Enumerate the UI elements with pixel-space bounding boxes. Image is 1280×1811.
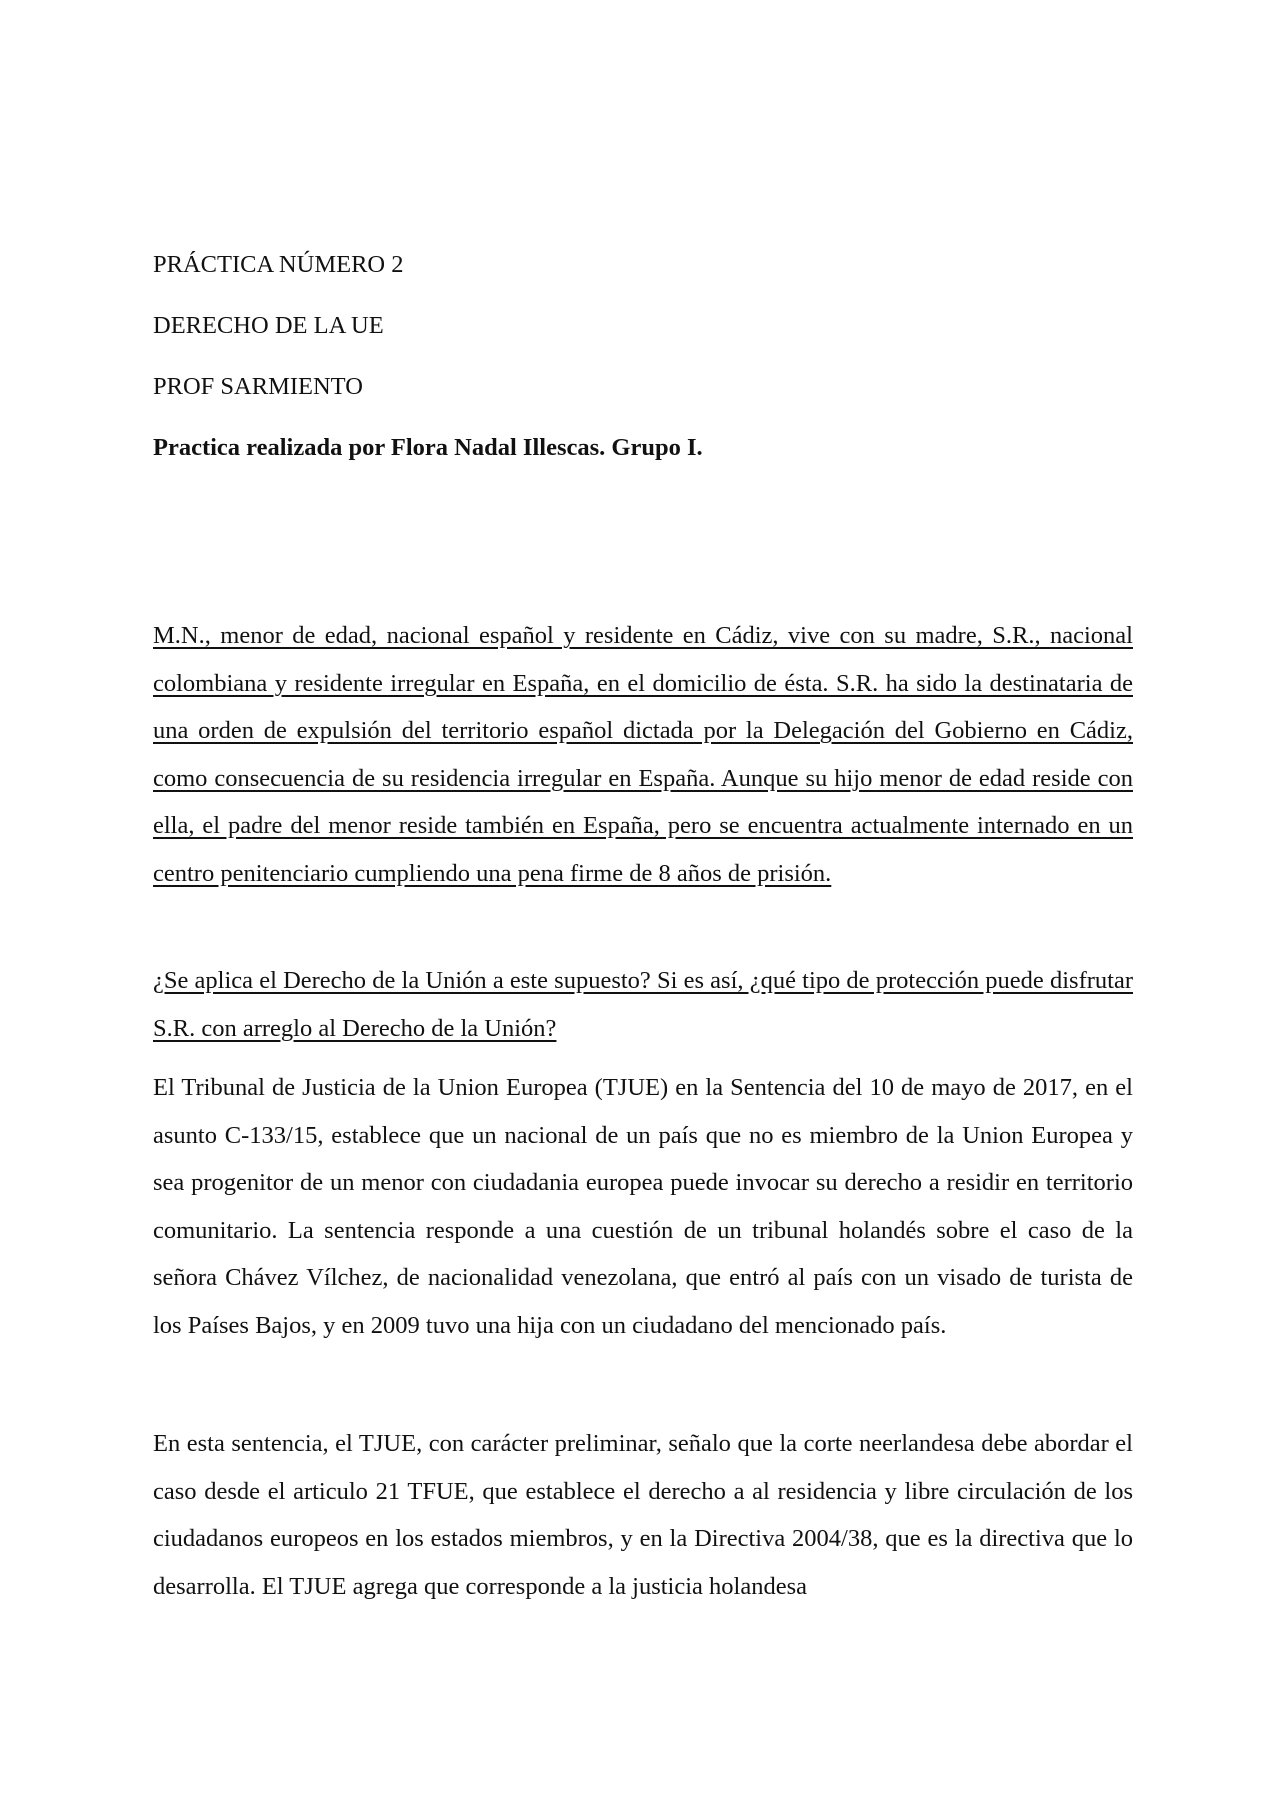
question-paragraph: ¿Se aplica el Derecho de la Unión a este supuesto? Si es así, ¿qué tipo de protección puede disfrutar S.R. con arreglo al Derecho de la Unión? — [153, 967, 1133, 1042]
answer-paragraph-1: El Tribunal de Justicia de la Union Europea (TJUE) en la Sentencia del 10 de mayo de 2017, en el asunto C-133/15, establece que un nacional de un país que no es miembro de la Union Europea y sea progenitor de un menor con ciudadania europea puede invocar su derecho a residir en territorio comunitario. La sentencia responde a una cuestión de un tribunal holandés sobre el caso de la señora Chávez Vílchez, de nacionalidad venezolana, que entró al país con un visado de turista de los Países Bajos, y en 2009 tuvo una hija con un ciudadano del mencionado país. — [153, 1074, 1133, 1339]
practice-number-heading: PRÁCTICA NÚMERO 2 — [153, 251, 404, 278]
case-statement-paragraph: M.N., menor de edad, nacional español y residente en Cádiz, vive con su madre, S.R., nacional colombiana y residente irregular en España, en el domicilio de ésta. S.R. ha sido la destinataria de una orden de expulsión del territorio español dictada por la Delegación del Gobierno en Cádiz, como consecuencia de su residencia irregular en España. Aunque su hijo menor de edad reside con ella, el padre del menor reside también en España, pero se encuentra actualmente internado en un centro penitenciario cumpliendo una pena firme de 8 años de prisión. — [153, 622, 1133, 887]
subject-heading: DERECHO DE LA UE — [153, 312, 384, 339]
author-line: Practica realizada por Flora Nadal Illescas. Grupo I. — [153, 434, 703, 461]
professor-heading: PROF SARMIENTO — [153, 373, 363, 400]
answer-paragraph-2: En esta sentencia, el TJUE, con carácter preliminar, señalo que la corte neerlandesa debe abordar el caso desde el articulo 21 TFUE, que establece el derecho a al residencia y libre circulación de los ciudadanos europeos en los estados miembros, y en la Directiva 2004/38, que es la directiva que lo desarrolla. El TJUE agrega que corresponde a la justicia holandesa — [153, 1430, 1133, 1600]
document-header — [153, 250, 1133, 463]
